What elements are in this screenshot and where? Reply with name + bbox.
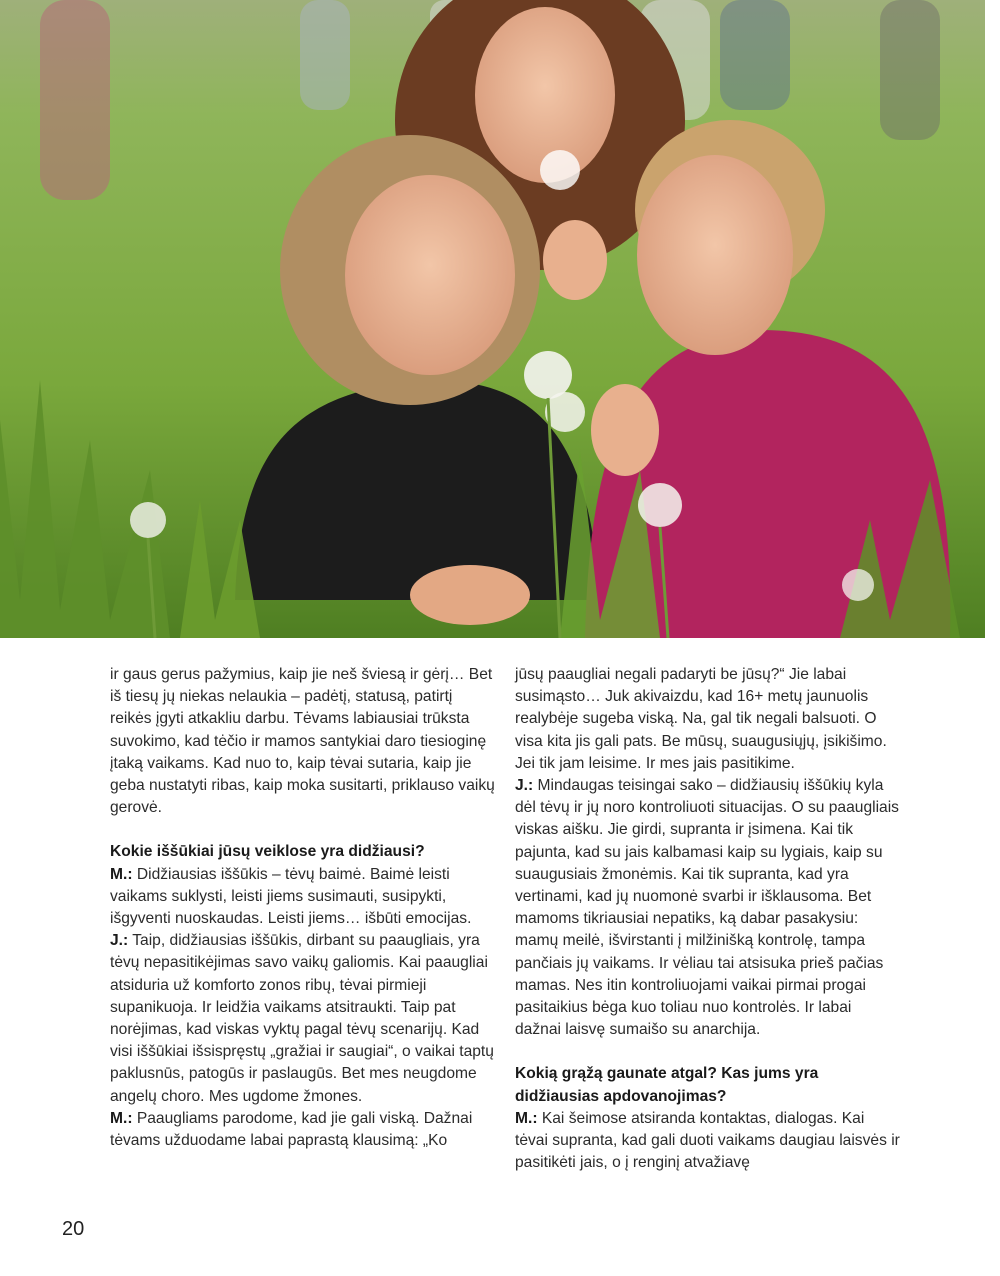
answer-text: Paaugliams parodome, kad jie gali viską. Dažnai tėvams užduodame labai paprastą klausimą: „Ko (110, 1109, 473, 1150)
article-photo (0, 0, 985, 638)
answer-paragraph (515, 775, 900, 1041)
speaker-label: M.: (110, 1109, 133, 1127)
question-heading: Kokie iššūkiai jūsų veiklose yra didžiausi? (110, 843, 425, 861)
answer-paragraph (515, 1108, 900, 1175)
question-heading: Kokią grąžą gaunate atgal? Kas jums yra didžiausias apdovanojimas? (515, 1065, 819, 1105)
dandelion-photo-icon (0, 0, 985, 638)
speaker-label: M.: (515, 1109, 538, 1127)
speaker-label: J.: (110, 932, 129, 950)
answer-paragraph (110, 864, 495, 931)
left-column (110, 664, 495, 1152)
speaker-label: M.: (110, 865, 133, 883)
right-column (515, 664, 900, 1174)
answer-text: Mindaugas teisingai sako – didžiausių iššūkių kyla dėl tėvų ir jų noro kontroliuoti situacijas. O su paaugliais viskas aišku. Jie girdi, supranta ir įsimena. Kai tik pajunta, kad su jais kalbamasi kaip su lygiais, kaip su suaugusiais žmonėmis. Kai tik supranta, kad yra vertinami, kad jų nuomonė svarbi ir išklausoma. Bet mamoms tikriausiai nepatiks, ką dabar pasakysiu: mamų meilė, išvirstanti į milžinišką kontrolę, tampa pančiais jų vaikams. Ir vėliau tai atsisuka prieš pačias mamas. Nes itin kontroliuojami vaikai pirmai progai pasitaikius bėga kuo toliau nuo kontrolės. Ir labai dažnai laisvę sumaišo su anarchija. (515, 777, 899, 1039)
answer-paragraph (110, 1108, 495, 1152)
answer-text: Kai šeimose atsiranda kontaktas, dialogas. Kai tėvai supranta, kad gali duoti vaikams daugiau laisvės ir pasitikėti jais, o į renginį atvažiavę (515, 1109, 900, 1172)
answer-text: Didžiausias iššūkis – tėvų baimė. Baimė leisti vaikams suklysti, leisti jiems susimauti, susipykti, išgyventi nuoskaudas. Leisti jiems… išbūti emocijas. (110, 865, 472, 928)
answer-text: Taip, didžiausias iššūkis, dirbant su paaugliais, yra tėvų nepasitikėjimas savo vaikų galiomis. Kai paaugliai atsiduria už komforto zonos ribų, tėvai pirmieji supanikuoja. Ir leidžia vaikams atsitraukti. Taip pat norėjimas, kad viskas vyktų pagal tėvų scenarijų. Kad visi iššūkiai išsispręstų „gražiai ir saugiai“, o vaikai taptų paklusnūs, patogūs ir paslaugūs. Bet mes neugdome angelų choro. Mes ugdome žmones. (110, 932, 494, 1105)
paragraph: ir gaus gerus pažymius, kaip jie neš šviesą ir gėrį… Bet iš tiesų jų niekas nelaukia – padėtį, statusą, patirtį reikės įgyti atkakliu darbu. Tėvams labiausiai trūksta suvokimo, kad tėčio ir mamos santykiai daro tiesioginę įtaką vaikams. Kad nuo to, kaip tėvai sutaria, kaip jie geba nustatyti ribas, kaip moka susitarti, priklauso vaikų gerovė. (110, 666, 495, 817)
speaker-label: J.: (515, 777, 534, 795)
page-number: 20 (62, 1218, 85, 1240)
answer-paragraph (110, 930, 495, 1108)
paragraph: jūsų paaugliai negali padaryti be jūsų?“ Jie labai susimąsto… Juk akivaizdu, kad 16+ metų jaunuolis realybėje sugeba viską. Na, gal tik negali balsuoti. O visa kita jis gali pats. Be mūsų, suaugusiųjų, įsikišimo. Jei tik jam leisime. Ir mes jais pasitikime. (515, 666, 887, 772)
